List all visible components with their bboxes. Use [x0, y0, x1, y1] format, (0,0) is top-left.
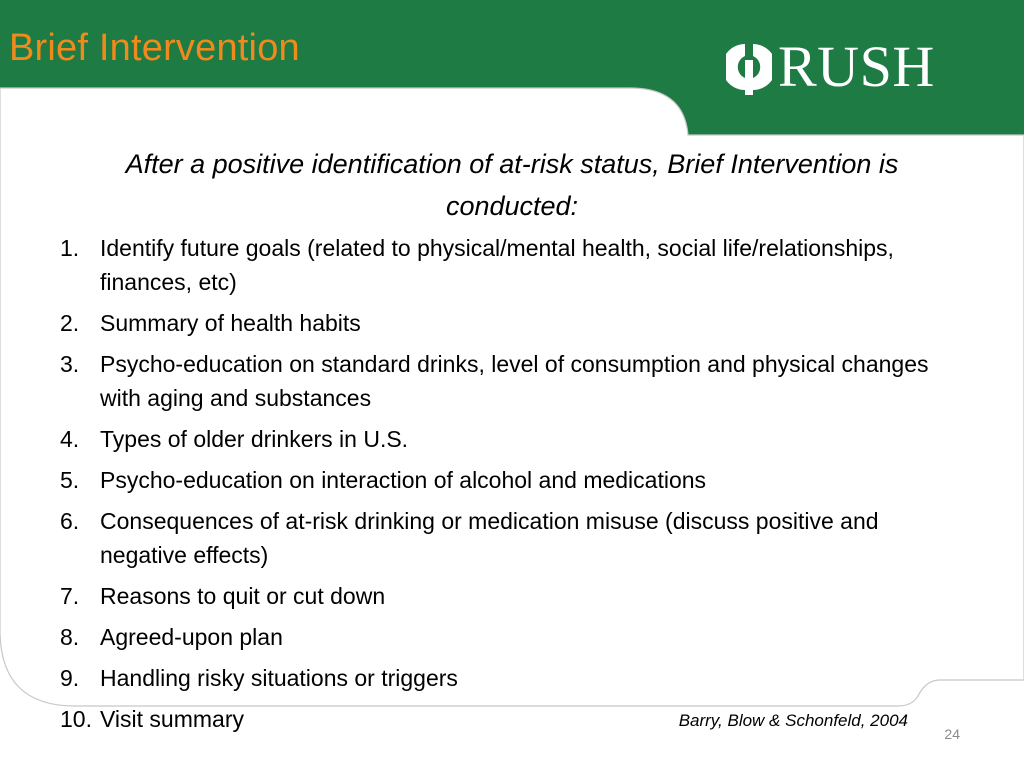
- list-item: [60, 620, 940, 654]
- list-item-text: Identify future goals (related to physical/mental health, social life/relationships, finances, etc): [100, 235, 894, 295]
- list-item-number: 6.: [60, 508, 80, 534]
- list-item-text: Reasons to quit or cut down: [100, 583, 386, 609]
- list-item: [60, 422, 940, 456]
- intervention-steps-list: [60, 231, 940, 743]
- list-item-number: 4.: [60, 426, 80, 452]
- list-item-number: 9.: [60, 665, 80, 691]
- list-item-number: 3.: [60, 351, 80, 377]
- list-item: [60, 463, 940, 497]
- list-item-text: Summary of health habits: [100, 310, 361, 336]
- list-item-number: 1.: [60, 235, 80, 261]
- intro-text: After a positive identification of at-risk status, Brief Intervention is conducted:: [125, 149, 899, 221]
- list-item-number: 2.: [60, 310, 80, 336]
- list-item-text: Consequences of at-risk drinking or medication misuse (discuss positive and negative effects): [100, 508, 879, 568]
- list-item-number: 7.: [60, 583, 80, 609]
- rush-emblem-icon: [726, 39, 772, 95]
- rush-logo-text: RUSH: [778, 34, 935, 99]
- list-item-text: Psycho-education on standard drinks, level of consumption and physical changes with aging and substances: [100, 351, 929, 411]
- slide-title: Brief Intervention: [9, 27, 300, 69]
- list-item: [60, 347, 940, 415]
- list-item: [60, 306, 940, 340]
- list-item-number: 5.: [60, 467, 80, 493]
- list-item-number: 10.: [60, 706, 92, 732]
- citation: Barry, Blow & Schonfeld, 2004: [678, 711, 908, 730]
- list-item-text: Visit summary: [100, 706, 244, 732]
- list-item: [60, 504, 940, 572]
- list-item-number: 8.: [60, 624, 80, 650]
- list-item-text: Handling risky situations or triggers: [100, 665, 458, 691]
- page-number: 24: [944, 726, 960, 742]
- list-item: [60, 579, 940, 613]
- list-item: [60, 661, 940, 695]
- list-item: [60, 231, 940, 299]
- list-item-text: Psycho-education on interaction of alcohol and medications: [100, 467, 707, 493]
- rush-logo: [726, 36, 935, 98]
- list-item-text: Agreed-upon plan: [100, 624, 283, 650]
- list-item-text: Types of older drinkers in U.S.: [100, 426, 409, 452]
